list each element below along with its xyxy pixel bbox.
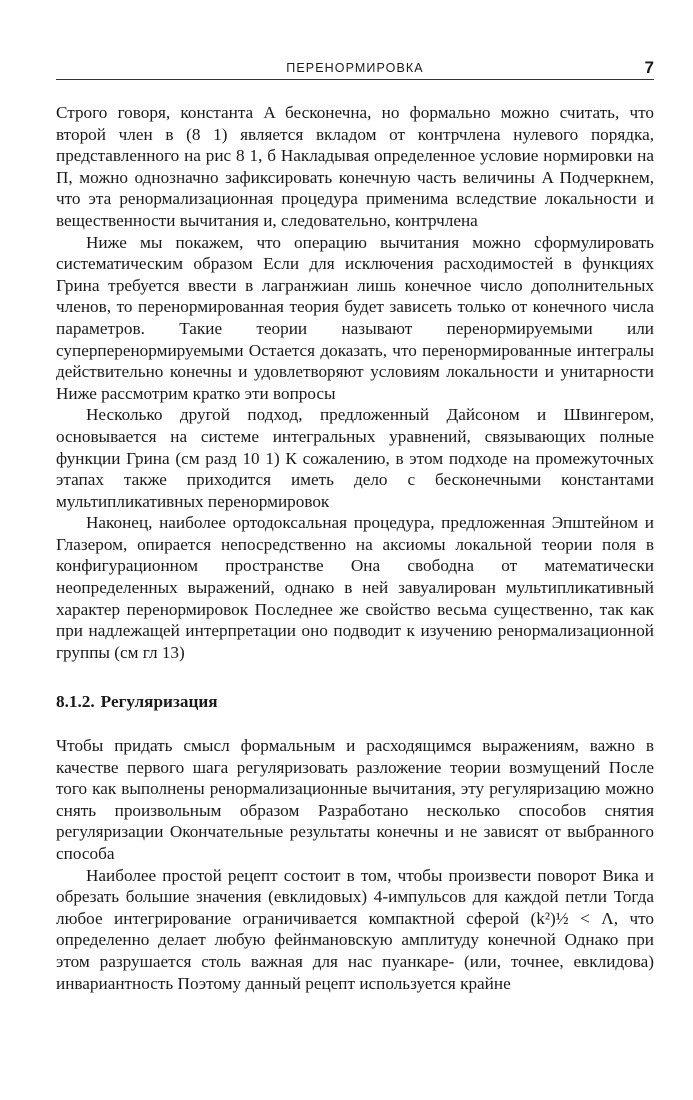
book-page bbox=[56, 56, 654, 994]
paragraph-epstein-glaser: Наконец, наиболее ортодоксальная процедура, предложенная Эпштейном и Глазером, опирается непосредственно на аксиомы локальной теории поля в конфигурационном пространстве Она свободна от математически неопределенных выражений, однако в ней завуалирован мультипликативный характер перенормировок Последнее же свойство весьма существенно, так как при надлежащей интерпретации оно подводит к изучению ренормализационной группы (см гл 13) bbox=[56, 513, 654, 662]
paragraph-regularization-intro: Чтобы придать смысл формальным и расходящимся выражениям, важно в качестве первого шага регуляризовать разложение теории возмущений После того как выполнены ренормализационные вычитания, эту регуляризацию можно снять произвольным образом Разработано несколько способов снятия регуляризации Окончательные результаты конечны и не зависят от выбранного способа bbox=[56, 736, 654, 863]
section-heading bbox=[56, 691, 654, 713]
paragraph-subtraction-systematic: Ниже мы покажем, что операцию вычитания можно сформулировать систематическим образом Если для исключения расходимостей в функциях Грина требуется ввести в лагранжиан лишь конечное число дополнительных членов, то перенормированная теория будет зависеть только от конечного числа параметров. Такие теории называют перенормируемыми или суперперенормируемыми Остается доказать, что перенормированные интегралы действительно конечны и удовлетворяют условиям локальности и унитарности Ниже рассмотрим кратко эти вопросы bbox=[56, 232, 654, 403]
paragraph-dyson-schwinger: Несколько другой подход, предложенный Дайсоном и Швингером, основывается на системе интегральных уравнений, связывающих полные функции Грина (см разд 10 1) К сожалению, в этом подходе на промежуточных этапах также приходится иметь дело с бесконечными константами мультипликативных перенормировок bbox=[56, 405, 654, 511]
header-rule bbox=[56, 79, 654, 80]
running-head bbox=[56, 56, 654, 80]
running-head-title: ПЕРЕНОРМИРОВКА bbox=[286, 61, 424, 75]
section-number: 8.1.2. bbox=[56, 692, 95, 712]
section-title: Регуляризация bbox=[100, 692, 218, 712]
paragraph-constant-infinite: Строго говоря, константа A бесконечна, но формально можно считать, что второй член в (8 1) является вкладом от контрчлена нулевого порядка, представленного на рис 8 1, б Накладывая определенное условие нормировки на П, можно однозначно зафиксировать конечную часть величины A Подчеркнем, что эта ренормализационная процедура применима вследствие локальности и вещественности вычитания и, следовательно, контрчлена bbox=[56, 103, 654, 230]
page-number: 7 bbox=[644, 58, 654, 77]
paragraph-wick-rotation: Наиболее простой рецепт состоит в том, чтобы произвести поворот Вика и обрезать большие значения (евклидовых) 4-импульсов для каждой петли Тогда любое интегрирование ограничивается компактной сферой (k²)½ < Λ, что определенно делает любую фейнмановскую амплитуду конечной Однако при этом разрушается столь важная для нас пуанкаре- (или, точнее, евклидова) инвариантность Поэтому данный рецепт используется крайне bbox=[56, 865, 654, 993]
body-text bbox=[56, 102, 654, 994]
